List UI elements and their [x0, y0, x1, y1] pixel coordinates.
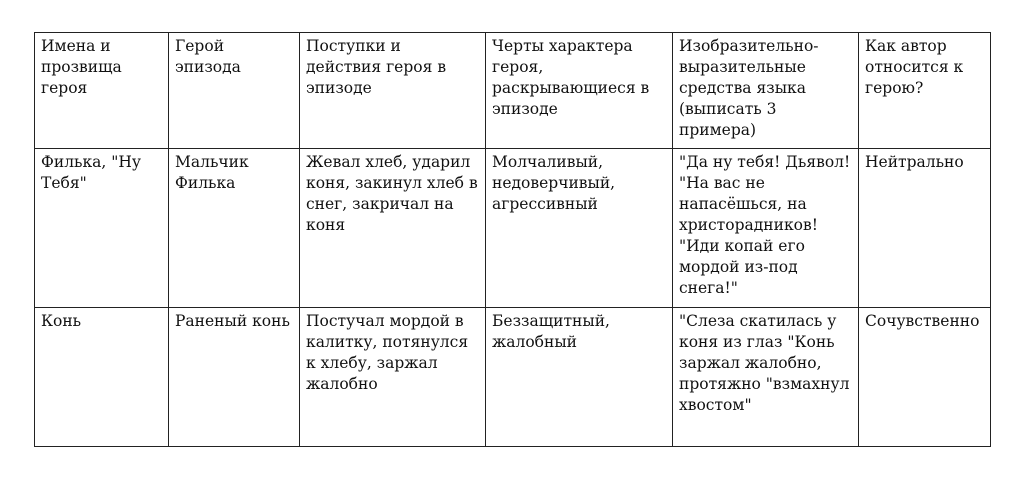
header-names-nicknames: Имена и прозвища героя	[35, 33, 169, 149]
table-cell: Сочувственно	[859, 308, 991, 447]
table-cell: Конь	[35, 308, 169, 447]
table-cell: Нейтрально	[859, 149, 991, 308]
table-cell: Молчаливый, недоверчивый, агрессивный	[486, 149, 673, 308]
episode-analysis-table	[34, 32, 991, 447]
table-cell: Мальчик Филька	[169, 149, 300, 308]
table-row	[35, 149, 991, 308]
header-character-traits: Черты характера героя, раскрывающиеся в эпизоде	[486, 33, 673, 149]
table-cell: Постучал мордой в калитку, потянулся к хлебу, заржал жалобно	[300, 308, 486, 447]
table-cell: Беззащитный, жалобный	[486, 308, 673, 447]
table-cell: Филька, "Ну Тебя"	[35, 149, 169, 308]
header-expressive-means: Изобразительно-выразительные средства языка (выписать 3 примера)	[673, 33, 859, 149]
header-episode-hero: Герой эпизода	[169, 33, 300, 149]
header-actions: Поступки и действия героя в эпизоде	[300, 33, 486, 149]
table-cell: Раненый конь	[169, 308, 300, 447]
table-header-row	[35, 33, 991, 149]
table-cell: Жевал хлеб, ударил коня, закинул хлеб в снег, закричал на коня	[300, 149, 486, 308]
table-cell: "Слеза скатилась у коня из глаз "Конь заржал жалобно, протяжно "взмахнул хвостом"	[673, 308, 859, 447]
header-author-attitude: Как автор относится к герою?	[859, 33, 991, 149]
table-row	[35, 308, 991, 447]
table-cell: "Да ну тебя! Дьявол! "На вас не напасёшься, на христорадников! "Иди копай его мордой из-под снега!"	[673, 149, 859, 308]
